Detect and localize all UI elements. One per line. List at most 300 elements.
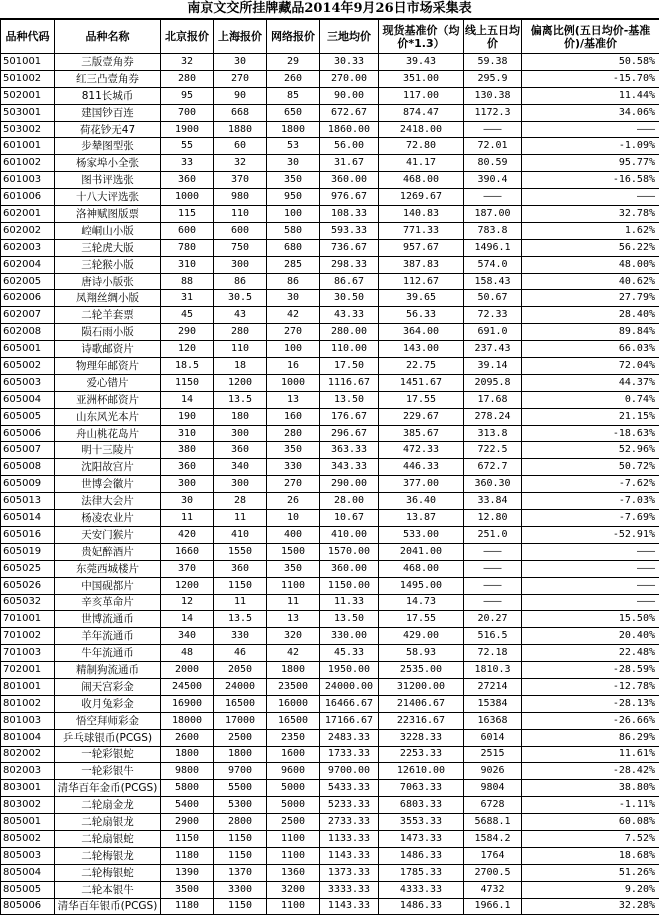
table-row: [1, 847, 659, 864]
base-price-cell: 2041.00: [379, 543, 464, 560]
online-price-cell: 30: [267, 155, 320, 172]
five-day-avg-cell: 390.4: [464, 172, 522, 189]
average-price-cell: 1133.33: [320, 830, 379, 847]
code-cell: 602005: [1, 273, 55, 290]
name-cell: 唐诗小版张: [55, 273, 161, 290]
name-cell: 凤翔丝绸小版: [55, 290, 161, 307]
five-day-avg-cell: 672.7: [464, 459, 522, 476]
base-price-cell: 472.33: [379, 442, 464, 459]
deviation-cell: -52.91%: [522, 526, 659, 543]
shanghai-price-cell: 90: [214, 87, 267, 104]
code-cell: 801003: [1, 712, 55, 729]
beijing-price-cell: 32: [161, 54, 214, 71]
five-day-avg-cell: 16368: [464, 712, 522, 729]
base-price-cell: 1486.33: [379, 847, 464, 864]
table-row: [1, 628, 659, 645]
name-cell: 羊年流通币: [55, 628, 161, 645]
shanghai-price-cell: 1550: [214, 543, 267, 560]
average-price-cell: 363.33: [320, 442, 379, 459]
average-price-cell: 976.67: [320, 189, 379, 206]
deviation-cell: 56.22%: [522, 239, 659, 256]
five-day-avg-cell: 1584.2: [464, 830, 522, 847]
base-price-cell: 533.00: [379, 526, 464, 543]
beijing-price-cell: 2000: [161, 662, 214, 679]
name-cell: 清华百年银币(PCGS): [55, 898, 161, 915]
beijing-price-cell: 1200: [161, 577, 214, 594]
shanghai-price-cell: 340: [214, 459, 267, 476]
online-price-cell: 85: [267, 87, 320, 104]
header-cell: 上海报价: [214, 20, 267, 54]
base-price-cell: 229.67: [379, 408, 464, 425]
code-cell: 801004: [1, 729, 55, 746]
deviation-cell: 11.61%: [522, 746, 659, 763]
shanghai-price-cell: 46: [214, 645, 267, 662]
online-price-cell: 350: [267, 442, 320, 459]
five-day-avg-cell: 33.84: [464, 493, 522, 510]
deviation-cell: 60.08%: [522, 814, 659, 831]
deviation-cell: 48.00%: [522, 256, 659, 273]
table-row: [1, 239, 659, 256]
base-price-cell: 56.33: [379, 307, 464, 324]
shanghai-price-cell: 300: [214, 476, 267, 493]
online-price-cell: 26: [267, 493, 320, 510]
table-row: [1, 290, 659, 307]
base-price-cell: 36.40: [379, 493, 464, 510]
code-cell: 805005: [1, 881, 55, 898]
deviation-cell: 51.26%: [522, 864, 659, 881]
base-price-cell: 874.47: [379, 104, 464, 121]
base-price-cell: 3228.33: [379, 729, 464, 746]
base-price-cell: 4333.33: [379, 881, 464, 898]
name-cell: 亚洲杯邮资片: [55, 391, 161, 408]
code-cell: 701003: [1, 645, 55, 662]
beijing-price-cell: 1660: [161, 543, 214, 560]
shanghai-price-cell: 86: [214, 273, 267, 290]
table-row: [1, 695, 659, 712]
five-day-avg-cell: 313.8: [464, 425, 522, 442]
table-row: [1, 594, 659, 611]
beijing-price-cell: 48: [161, 645, 214, 662]
shanghai-price-cell: 360: [214, 560, 267, 577]
online-price-cell: 1360: [267, 864, 320, 881]
code-cell: 805001: [1, 814, 55, 831]
five-day-avg-cell: 50.67: [464, 290, 522, 307]
average-price-cell: 290.00: [320, 476, 379, 493]
table-row: [1, 678, 659, 695]
five-day-avg-cell: 158.43: [464, 273, 522, 290]
name-cell: 一轮彩银蛇: [55, 746, 161, 763]
shanghai-price-cell: 300: [214, 256, 267, 273]
average-price-cell: 736.67: [320, 239, 379, 256]
table-row: [1, 442, 659, 459]
five-day-avg-cell: 130.38: [464, 87, 522, 104]
base-price-cell: 1486.33: [379, 898, 464, 915]
deviation-cell: 7.52%: [522, 830, 659, 847]
name-cell: 一轮彩银牛: [55, 763, 161, 780]
name-cell: 陨石雨小版: [55, 324, 161, 341]
table-row: [1, 222, 659, 239]
name-cell: 三轮猴小版: [55, 256, 161, 273]
shanghai-price-cell: 1370: [214, 864, 267, 881]
online-price-cell: 1800: [267, 662, 320, 679]
five-day-avg-cell: ———: [464, 189, 522, 206]
base-price-cell: 387.83: [379, 256, 464, 273]
name-cell: 闹天宫彩金: [55, 678, 161, 695]
average-price-cell: 270.00: [320, 70, 379, 87]
average-price-cell: 593.33: [320, 222, 379, 239]
five-day-avg-cell: 516.5: [464, 628, 522, 645]
average-price-cell: 24000.00: [320, 678, 379, 695]
base-price-cell: 1785.33: [379, 864, 464, 881]
shanghai-price-cell: 1150: [214, 898, 267, 915]
shanghai-price-cell: 270: [214, 70, 267, 87]
base-price-cell: 468.00: [379, 172, 464, 189]
shanghai-price-cell: 2500: [214, 729, 267, 746]
header-cell: 偏离比例(五日均价-基准价)/基准价: [522, 20, 659, 54]
table-row: [1, 864, 659, 881]
table-row: [1, 121, 659, 138]
base-price-cell: 22.75: [379, 358, 464, 375]
shanghai-price-cell: 110: [214, 341, 267, 358]
beijing-price-cell: 600: [161, 222, 214, 239]
online-price-cell: 100: [267, 341, 320, 358]
header-row: [1, 20, 659, 54]
deviation-cell: -1.11%: [522, 797, 659, 814]
name-cell: 二轮扇银蛇: [55, 830, 161, 847]
five-day-avg-cell: 1966.1: [464, 898, 522, 915]
name-cell: 舟山桃花岛片: [55, 425, 161, 442]
beijing-price-cell: 55: [161, 138, 214, 155]
deviation-cell: 32.78%: [522, 206, 659, 223]
code-cell: 605006: [1, 425, 55, 442]
average-price-cell: 31.67: [320, 155, 379, 172]
deviation-cell: 50.72%: [522, 459, 659, 476]
deviation-cell: 32.28%: [522, 898, 659, 915]
table-body: [1, 54, 659, 915]
code-cell: 802003: [1, 763, 55, 780]
online-price-cell: 16500: [267, 712, 320, 729]
average-price-cell: 90.00: [320, 87, 379, 104]
table-row: [1, 172, 659, 189]
beijing-price-cell: 380: [161, 442, 214, 459]
name-cell: 沈阳故宫片: [55, 459, 161, 476]
code-cell: 803002: [1, 797, 55, 814]
average-price-cell: 410.00: [320, 526, 379, 543]
deviation-cell: 34.06%: [522, 104, 659, 121]
shanghai-price-cell: 32: [214, 155, 267, 172]
header-cell: 网络报价: [267, 20, 320, 54]
five-day-avg-cell: 9804: [464, 780, 522, 797]
online-price-cell: 1100: [267, 847, 320, 864]
average-price-cell: 110.00: [320, 341, 379, 358]
average-price-cell: 330.00: [320, 628, 379, 645]
name-cell: 红三凸壹角券: [55, 70, 161, 87]
table-row: [1, 712, 659, 729]
average-price-cell: 28.00: [320, 493, 379, 510]
table-row: [1, 611, 659, 628]
beijing-price-cell: 2900: [161, 814, 214, 831]
code-cell: 605005: [1, 408, 55, 425]
table-row: [1, 54, 659, 71]
online-price-cell: 53: [267, 138, 320, 155]
beijing-price-cell: 88: [161, 273, 214, 290]
shanghai-price-cell: 17000: [214, 712, 267, 729]
shanghai-price-cell: 1200: [214, 374, 267, 391]
table-row: [1, 206, 659, 223]
name-cell: 杨家埠小全张: [55, 155, 161, 172]
five-day-avg-cell: ———: [464, 560, 522, 577]
online-price-cell: 1100: [267, 898, 320, 915]
shanghai-price-cell: 370: [214, 172, 267, 189]
sheet-title: 南京文交所挂牌藏品2014年9月26日市场采集表: [0, 0, 659, 19]
online-price-cell: 1800: [267, 121, 320, 138]
beijing-price-cell: 45: [161, 307, 214, 324]
name-cell: 贵妃醉酒片: [55, 543, 161, 560]
base-price-cell: 22316.67: [379, 712, 464, 729]
shanghai-price-cell: 1880: [214, 121, 267, 138]
average-price-cell: 2733.33: [320, 814, 379, 831]
code-cell: 601001: [1, 138, 55, 155]
five-day-avg-cell: 15384: [464, 695, 522, 712]
code-cell: 805006: [1, 898, 55, 915]
name-cell: 二轮扇金龙: [55, 797, 161, 814]
online-price-cell: 1000: [267, 374, 320, 391]
beijing-price-cell: 31: [161, 290, 214, 307]
deviation-cell: -7.62%: [522, 476, 659, 493]
shanghai-price-cell: 5300: [214, 797, 267, 814]
beijing-price-cell: 360: [161, 172, 214, 189]
five-day-avg-cell: 12.80: [464, 510, 522, 527]
code-cell: 503002: [1, 121, 55, 138]
code-cell: 605019: [1, 543, 55, 560]
name-cell: 建国钞百连: [55, 104, 161, 121]
average-price-cell: 30.33: [320, 54, 379, 71]
table-row: [1, 729, 659, 746]
name-cell: 世博流通币: [55, 611, 161, 628]
table-row: [1, 662, 659, 679]
table-row: [1, 543, 659, 560]
name-cell: 中国砚都片: [55, 577, 161, 594]
online-price-cell: 270: [267, 476, 320, 493]
name-cell: 法律大会片: [55, 493, 161, 510]
average-price-cell: 16466.67: [320, 695, 379, 712]
base-price-cell: 31200.00: [379, 678, 464, 695]
average-price-cell: 280.00: [320, 324, 379, 341]
shanghai-price-cell: 11: [214, 594, 267, 611]
code-cell: 805003: [1, 847, 55, 864]
average-price-cell: 1860.00: [320, 121, 379, 138]
deviation-cell: ———: [522, 121, 659, 138]
online-price-cell: 42: [267, 645, 320, 662]
five-day-avg-cell: ———: [464, 121, 522, 138]
code-cell: 605008: [1, 459, 55, 476]
online-price-cell: 16: [267, 358, 320, 375]
shanghai-price-cell: 43: [214, 307, 267, 324]
deviation-cell: ———: [522, 594, 659, 611]
average-price-cell: 13.50: [320, 611, 379, 628]
deviation-cell: 28.40%: [522, 307, 659, 324]
table-row: [1, 780, 659, 797]
shanghai-price-cell: 360: [214, 442, 267, 459]
beijing-price-cell: 1900: [161, 121, 214, 138]
beijing-price-cell: 1150: [161, 374, 214, 391]
name-cell: 精制狗流通币: [55, 662, 161, 679]
base-price-cell: 39.65: [379, 290, 464, 307]
deviation-cell: ———: [522, 560, 659, 577]
beijing-price-cell: 11: [161, 510, 214, 527]
beijing-price-cell: 310: [161, 256, 214, 273]
name-cell: 荷花钞无47: [55, 121, 161, 138]
base-price-cell: 143.00: [379, 341, 464, 358]
average-price-cell: 298.33: [320, 256, 379, 273]
name-cell: 物理年邮资片: [55, 358, 161, 375]
code-cell: 601003: [1, 172, 55, 189]
beijing-price-cell: 370: [161, 560, 214, 577]
five-day-avg-cell: 72.18: [464, 645, 522, 662]
base-price-cell: 1495.00: [379, 577, 464, 594]
average-price-cell: 360.00: [320, 560, 379, 577]
online-price-cell: 3200: [267, 881, 320, 898]
market-data-table: [0, 19, 659, 915]
base-price-cell: 2418.00: [379, 121, 464, 138]
deviation-cell: 15.50%: [522, 611, 659, 628]
online-price-cell: 100: [267, 206, 320, 223]
five-day-avg-cell: 6014: [464, 729, 522, 746]
online-price-cell: 285: [267, 256, 320, 273]
header-cell: 品种代码: [1, 20, 55, 54]
table-row: [1, 391, 659, 408]
five-day-avg-cell: 72.33: [464, 307, 522, 324]
table-row: [1, 898, 659, 915]
shanghai-price-cell: 18: [214, 358, 267, 375]
deviation-cell: 21.15%: [522, 408, 659, 425]
base-price-cell: 468.00: [379, 560, 464, 577]
base-price-cell: 2253.33: [379, 746, 464, 763]
shanghai-price-cell: 668: [214, 104, 267, 121]
average-price-cell: 10.67: [320, 510, 379, 527]
table-row: [1, 70, 659, 87]
five-day-avg-cell: 722.5: [464, 442, 522, 459]
name-cell: 牛年流通币: [55, 645, 161, 662]
online-price-cell: 13: [267, 391, 320, 408]
base-price-cell: 957.67: [379, 239, 464, 256]
code-cell: 805004: [1, 864, 55, 881]
deviation-cell: 52.96%: [522, 442, 659, 459]
deviation-cell: 95.77%: [522, 155, 659, 172]
table-row: [1, 560, 659, 577]
online-price-cell: 680: [267, 239, 320, 256]
beijing-price-cell: 14: [161, 391, 214, 408]
five-day-avg-cell: 360.30: [464, 476, 522, 493]
base-price-cell: 58.93: [379, 645, 464, 662]
five-day-avg-cell: 1764: [464, 847, 522, 864]
beijing-price-cell: 9800: [161, 763, 214, 780]
table-row: [1, 104, 659, 121]
average-price-cell: 5233.33: [320, 797, 379, 814]
average-price-cell: 1373.33: [320, 864, 379, 881]
shanghai-price-cell: 980: [214, 189, 267, 206]
online-price-cell: 1100: [267, 577, 320, 594]
deviation-cell: 40.62%: [522, 273, 659, 290]
average-price-cell: 1116.67: [320, 374, 379, 391]
base-price-cell: 12610.00: [379, 763, 464, 780]
beijing-price-cell: 33: [161, 155, 214, 172]
code-cell: 602006: [1, 290, 55, 307]
five-day-avg-cell: 1496.1: [464, 239, 522, 256]
online-price-cell: 400: [267, 526, 320, 543]
code-cell: 801001: [1, 678, 55, 695]
table-row: [1, 577, 659, 594]
code-cell: 605003: [1, 374, 55, 391]
five-day-avg-cell: 4732: [464, 881, 522, 898]
five-day-avg-cell: 574.0: [464, 256, 522, 273]
average-price-cell: 11.33: [320, 594, 379, 611]
average-price-cell: 1570.00: [320, 543, 379, 560]
online-price-cell: 10: [267, 510, 320, 527]
deviation-cell: ———: [522, 577, 659, 594]
base-price-cell: 41.17: [379, 155, 464, 172]
average-price-cell: 2483.33: [320, 729, 379, 746]
code-cell: 501001: [1, 54, 55, 71]
name-cell: 二轮梅银龙: [55, 847, 161, 864]
shanghai-price-cell: 110: [214, 206, 267, 223]
header-cell: 北京报价: [161, 20, 214, 54]
table-row: [1, 358, 659, 375]
code-cell: 602002: [1, 222, 55, 239]
online-price-cell: 650: [267, 104, 320, 121]
base-price-cell: 771.33: [379, 222, 464, 239]
table-row: [1, 526, 659, 543]
five-day-avg-cell: 17.68: [464, 391, 522, 408]
average-price-cell: 176.67: [320, 408, 379, 425]
shanghai-price-cell: 11: [214, 510, 267, 527]
shanghai-price-cell: 24000: [214, 678, 267, 695]
name-cell: 二轮羊套票: [55, 307, 161, 324]
name-cell: 明十三陵片: [55, 442, 161, 459]
deviation-cell: 89.84%: [522, 324, 659, 341]
five-day-avg-cell: 783.8: [464, 222, 522, 239]
online-price-cell: 16000: [267, 695, 320, 712]
table-row: [1, 341, 659, 358]
average-price-cell: 1733.33: [320, 746, 379, 763]
beijing-price-cell: 5800: [161, 780, 214, 797]
beijing-price-cell: 16900: [161, 695, 214, 712]
five-day-avg-cell: ———: [464, 594, 522, 611]
table-row: [1, 797, 659, 814]
deviation-cell: 86.29%: [522, 729, 659, 746]
online-price-cell: 1600: [267, 746, 320, 763]
name-cell: 世博会徽片: [55, 476, 161, 493]
base-price-cell: 72.80: [379, 138, 464, 155]
five-day-avg-cell: 39.14: [464, 358, 522, 375]
base-price-cell: 429.00: [379, 628, 464, 645]
deviation-cell: -26.66%: [522, 712, 659, 729]
online-price-cell: 350: [267, 560, 320, 577]
table-row: [1, 645, 659, 662]
beijing-price-cell: 360: [161, 459, 214, 476]
name-cell: 811长城币: [55, 87, 161, 104]
beijing-price-cell: 280: [161, 70, 214, 87]
code-cell: 602007: [1, 307, 55, 324]
average-price-cell: 343.33: [320, 459, 379, 476]
name-cell: 二轮本银牛: [55, 881, 161, 898]
shanghai-price-cell: 30: [214, 54, 267, 71]
name-cell: 二轮扇银龙: [55, 814, 161, 831]
table-row: [1, 881, 659, 898]
deviation-cell: -1.09%: [522, 138, 659, 155]
average-price-cell: 17166.67: [320, 712, 379, 729]
online-price-cell: 1500: [267, 543, 320, 560]
